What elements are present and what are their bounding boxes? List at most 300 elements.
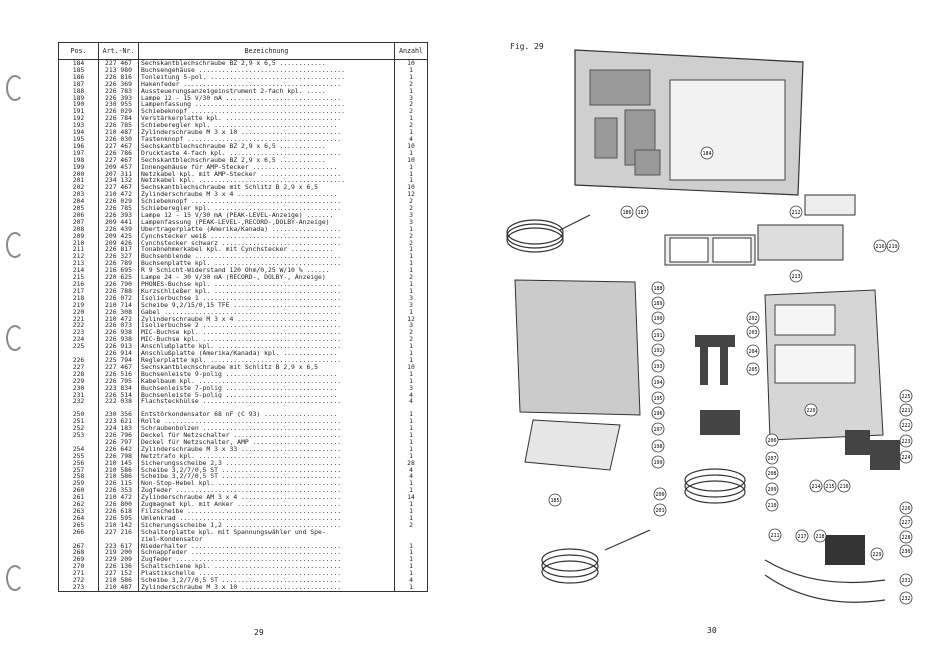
cell-art-nr: 209 441 [99, 219, 139, 226]
page-number-right: 30 [707, 626, 717, 635]
cell-quantity: 1 [395, 508, 428, 515]
cell-art-nr: 226 353 [99, 487, 139, 494]
cell-art-nr: 226 439 [99, 226, 139, 233]
cell-description: MIC-Buchse kpl. .................................... [139, 329, 395, 336]
cell-art-nr: 226 393 [99, 95, 139, 102]
parts-row [59, 522, 428, 529]
cell-quantity: 14 [395, 494, 428, 501]
cell-art-nr: 210 487 [99, 129, 139, 136]
cell-art-nr: 230 955 [99, 101, 139, 108]
cell-art-nr: 234 132 [99, 177, 139, 184]
cell-description: Deckel für Netzschalter ............................ [139, 432, 395, 439]
callout-label: 229 [872, 552, 882, 558]
cell-art-nr: 210 472 [99, 191, 139, 198]
parts-row [59, 226, 428, 233]
callout-label: 199 [653, 460, 663, 466]
cell-art-nr: 226 308 [99, 309, 139, 316]
parts-row [59, 184, 428, 191]
cell-quantity: 4 [395, 392, 428, 399]
cell-art-nr: 226 115 [99, 480, 139, 487]
header-quantity: Anzahl [395, 43, 428, 60]
cell-description: Zugmagnet kpl. mit Anker ........................... [139, 501, 395, 508]
parts-row [59, 240, 428, 247]
parts-row [59, 385, 428, 392]
cell-description: Übertragerplatte (Amerika/Kanada) .................. [139, 226, 395, 233]
callout-label: 186 [622, 210, 632, 216]
cell-description: Niederhalter ....................................... [139, 543, 395, 550]
cell-quantity: 12 [395, 191, 428, 198]
cell-quantity: 2 [395, 81, 428, 88]
callout-label: 207 [767, 456, 777, 462]
cell-pos: 213 [59, 260, 99, 267]
cell-art-nr: 227 467 [99, 143, 139, 150]
cell-pos: 262 [59, 501, 99, 508]
exploded-view-drawing [475, 0, 950, 672]
parts-row [59, 508, 428, 515]
parts-row [59, 570, 428, 577]
parts-row [59, 281, 428, 288]
parts-row [59, 549, 428, 556]
cell-pos: 225 [59, 343, 99, 350]
cell-description: Tonleitung 5-pol. ................................... [139, 74, 395, 81]
parts-row [59, 253, 428, 260]
cell-description: MIC-Buchse kpl. .................................... [139, 336, 395, 343]
cell-quantity: 1 [395, 357, 428, 364]
cell-description: Kurzschließer kpl. ................................. [139, 288, 395, 295]
cell-art-nr: 227 216 [99, 529, 139, 536]
cell-art-nr: 226 796 [99, 432, 139, 439]
cell-description: Netztrafo kpl. ..................................... [139, 453, 395, 460]
callout-label: 190 [653, 316, 663, 322]
cell-description: Schiebeknopf ........................................ [139, 108, 395, 115]
parts-row [59, 418, 428, 425]
cell-quantity: 2 [395, 274, 428, 281]
cell-description: Innengehäuse für AMP-Stecker ...................... [139, 164, 395, 171]
cell-pos: 217 [59, 288, 99, 295]
callout-label: 226 [901, 506, 911, 512]
cell-description: Sechskantblechschraube mit Schlitz B 2,9 x 6,5 [139, 364, 395, 371]
cell-art-nr: 227 467 [99, 364, 139, 371]
parts-row [59, 322, 428, 329]
cell-description: Zylinderschraube M 3 x 4 .......................... [139, 191, 395, 198]
parts-row [59, 392, 428, 399]
cell-quantity: 3 [395, 95, 428, 102]
cell-description: Sechskantblechschraube BZ 2,9 x 6,5 ............ [139, 157, 395, 164]
callout-label: 205 [748, 367, 758, 373]
cell-quantity: 1 [395, 260, 428, 267]
cell-quantity: 1 [395, 556, 428, 563]
cell-quantity: 1 [395, 584, 428, 591]
cell-art-nr: 226 800 [99, 501, 139, 508]
cell-description: Lampe 24 - 30 V/30 mA (RECORD-, DOLBY-, Anzeige) [139, 274, 395, 281]
parts-row [59, 316, 428, 323]
parts-row [59, 536, 428, 543]
cell-pos [59, 350, 99, 357]
cell-art-nr: 226 795 [99, 378, 139, 385]
parts-row [59, 494, 428, 501]
cell-description: Anschlußplatte kpl. ................................ [139, 343, 395, 350]
callout-label: 208 [767, 471, 777, 477]
cell-quantity: 4 [395, 577, 428, 584]
parts-row [59, 150, 428, 157]
cell-art-nr: 213 980 [99, 67, 139, 74]
parts-row [59, 246, 428, 253]
callout-label: 201 [655, 508, 665, 514]
cell-description: ziel-Kondensator [139, 536, 395, 543]
parts-row [59, 467, 428, 474]
cell-quantity: 2 [395, 122, 428, 129]
callout-label: 194 [653, 380, 663, 386]
cell-description: Scheibe 3,2/7/0,5 ST ............................... [139, 467, 395, 474]
callout-label: 200 [655, 492, 665, 498]
parts-row [59, 543, 428, 550]
cell-pos [59, 439, 99, 446]
cell-art-nr: 226 797 [99, 439, 139, 446]
board-cutout-2 [775, 345, 855, 383]
cell-pos: 218 [59, 295, 99, 302]
cell-description: Entstörkondensator 68 nF (C 93) ................... [139, 411, 395, 418]
cell-pos: 267 [59, 543, 99, 550]
parts-row [59, 288, 428, 295]
cell-pos: 207 [59, 219, 99, 226]
cell-pos: 263 [59, 508, 99, 515]
cell-description: Zugfeder ........................................... [139, 556, 395, 563]
cell-quantity: 1 [395, 164, 428, 171]
cell-quantity: 2 [395, 240, 428, 247]
callout-label: 193 [653, 364, 663, 370]
callout-label: 202 [748, 316, 758, 322]
cell-quantity: 1 [395, 453, 428, 460]
parts-row [59, 143, 428, 150]
callout-label: 195 [653, 396, 663, 402]
cell-description: Buchsenblende ...................................... [139, 253, 395, 260]
cell-art-nr: 226 790 [99, 281, 139, 288]
cell-description: Netzkabel kpl. ...................................... [139, 177, 395, 184]
cell-pos: 210 [59, 240, 99, 247]
cell-art-nr: 210 586 [99, 473, 139, 480]
callout-label: 216 [875, 244, 885, 250]
cell-quantity: 1 [395, 549, 428, 556]
parts-row [59, 309, 428, 316]
cell-pos: 184 [59, 60, 99, 67]
transformer [825, 535, 865, 565]
parts-row [59, 74, 428, 81]
cell-pos: 254 [59, 446, 99, 453]
callout-label: 204 [748, 349, 758, 355]
cell-description: Tonabnehmerkabel kpl. mit Cynchstecker ........... [139, 246, 395, 253]
cell-quantity: 1 [395, 177, 428, 184]
cell-art-nr: 226 913 [99, 343, 139, 350]
socket-cover [805, 195, 855, 215]
cell-description: PHONES-Buchse kpl. ................................. [139, 281, 395, 288]
callout-label: 197 [653, 427, 663, 433]
callout-label: 203 [748, 330, 758, 336]
punch-hole [6, 232, 24, 258]
cell-quantity: 1 [395, 150, 428, 157]
parts-row [59, 563, 428, 570]
cell-art-nr: 227 467 [99, 184, 139, 191]
cell-art-nr: 226 789 [99, 260, 139, 267]
cell-art-nr: 227 152 [99, 570, 139, 577]
parts-row [59, 164, 428, 171]
cell-art-nr: 226 785 [99, 205, 139, 212]
punch-hole [6, 565, 24, 591]
cell-quantity: 1 [395, 171, 428, 178]
cell-art-nr: 220 625 [99, 274, 139, 281]
parts-row [59, 343, 428, 350]
cell-description: Deckel für Netzschalter, AMP ....................... [139, 439, 395, 446]
cell-art-nr: 226 816 [99, 74, 139, 81]
cell-pos: 269 [59, 556, 99, 563]
cell-art-nr: 227 467 [99, 157, 139, 164]
cell-art-nr: 227 467 [99, 60, 139, 67]
parts-row [59, 398, 428, 405]
cell-art-nr: 226 817 [99, 246, 139, 253]
callout-label: 189 [653, 301, 663, 307]
cell-description: Rolle .............................................. [139, 418, 395, 425]
cell-pos: 200 [59, 171, 99, 178]
cell-quantity: 2 [395, 205, 428, 212]
cell-description: Cynchstecker schwarz ............................... [139, 240, 395, 247]
cell-art-nr: 226 072 [99, 295, 139, 302]
cell-art-nr: 210 472 [99, 316, 139, 323]
cell-pos: 192 [59, 115, 99, 122]
cell-quantity: 1 [395, 288, 428, 295]
cell-quantity: 1 [395, 563, 428, 570]
cell-art-nr: 209 426 [99, 240, 139, 247]
cell-description: Drucktaste 4-fach kpl. ............................. [139, 150, 395, 157]
cell-art-nr: 226 642 [99, 446, 139, 453]
cell-description: Lampe 12 - 15 V/30 mA (PEAK-LEVEL-Anzeige) ....... [139, 212, 395, 219]
punch-hole [6, 75, 24, 101]
cell-pos: 189 [59, 95, 99, 102]
parts-row [59, 115, 428, 122]
cell-art-nr: 223 834 [99, 385, 139, 392]
cell-pos: 265 [59, 522, 99, 529]
cell-art-nr: 226 798 [99, 453, 139, 460]
parts-row [59, 439, 428, 446]
cell-pos: 223 [59, 329, 99, 336]
cell-description: Isolierbuchse 1 .................................... [139, 295, 395, 302]
cell-quantity: 1 [395, 74, 428, 81]
cell-art-nr: 223 621 [99, 418, 139, 425]
cell-pos: 209 [59, 233, 99, 240]
parts-row [59, 191, 428, 198]
cell-pos: 261 [59, 494, 99, 501]
cell-description: Sechskantblechschraube BZ 2,9 x 6,5 ............ [139, 60, 395, 67]
cell-description: Schaltschiene kpl. ................................. [139, 563, 395, 570]
parts-row [59, 295, 428, 302]
cell-description: Scheibe 3,2/7/0,5 ST ............................... [139, 473, 395, 480]
cell-description: Buchsengehäuse ...................................... [139, 67, 395, 74]
parts-row [59, 364, 428, 371]
cell-description: Sicherungsscheibe 1,2 .............................. [139, 522, 395, 529]
cell-pos: 199 [59, 164, 99, 171]
cell-pos: 273 [59, 584, 99, 591]
cell-art-nr: 226 788 [99, 288, 139, 295]
cell-quantity: 1 [395, 267, 428, 274]
cell-pos: 230 [59, 385, 99, 392]
parts-row [59, 577, 428, 584]
cell-art-nr: 226 785 [99, 122, 139, 129]
cell-pos: 255 [59, 453, 99, 460]
cell-quantity: 4 [395, 398, 428, 405]
parts-row [59, 357, 428, 364]
cell-art-nr: 224 183 [99, 425, 139, 432]
cell-pos: 270 [59, 563, 99, 570]
cell-quantity: 1 [395, 281, 428, 288]
cell-pos: 266 [59, 529, 99, 536]
cell-art-nr: 226 327 [99, 253, 139, 260]
cell-description: Scheibe 9,2/15/0,15 TFE ............................ [139, 302, 395, 309]
parts-row [59, 371, 428, 378]
coiled-cable [507, 215, 590, 252]
callout-label: 196 [653, 411, 663, 417]
callout-label: 225 [901, 394, 911, 400]
chassis-cutout [670, 80, 785, 180]
cell-pos: 187 [59, 81, 99, 88]
cell-description: Lampenfassung (PEAK-LEVEL-,RECORD-,DOLBY-Anzeige) [139, 219, 395, 226]
cell-pos: 257 [59, 467, 99, 474]
cell-quantity: 1 [395, 446, 428, 453]
cell-quantity: 1 [395, 246, 428, 253]
callout-label: 217 [797, 534, 807, 540]
callout-label: 214 [811, 484, 821, 490]
cell-description: Sicherungsscheibe 2,3 .............................. [139, 460, 395, 467]
parts-row [59, 411, 428, 418]
parts-row [59, 473, 428, 480]
cell-quantity: 3 [395, 295, 428, 302]
cell-description: Flachsteckhülse .................................... [139, 398, 395, 405]
cell-description: Sechskantblechschraube BZ 2,9 x 6,5 ............ [139, 143, 395, 150]
cell-quantity [395, 529, 428, 536]
callout-label: 230 [901, 549, 911, 555]
callout-label: 224 [901, 455, 911, 461]
cell-art-nr: 226 514 [99, 392, 139, 399]
header-pos: Pos. [59, 43, 99, 60]
parts-row [59, 205, 428, 212]
cell-description: Buchsenleiste 9-polig ............................. [139, 371, 395, 378]
parts-row [59, 529, 428, 536]
cell-pos: 216 [59, 281, 99, 288]
cell-pos: 220 [59, 309, 99, 316]
cell-quantity: 1 [395, 129, 428, 136]
callout-label: 227 [901, 520, 911, 526]
right-page [475, 0, 950, 672]
cell-quantity: 10 [395, 60, 428, 67]
cell-pos: 268 [59, 549, 99, 556]
cell-pos: 256 [59, 460, 99, 467]
parts-row [59, 501, 428, 508]
cell-pos: 258 [59, 473, 99, 480]
cell-description: Scheibe 3,2/7/0,5 ST ............................... [139, 577, 395, 584]
cell-description: Anschlußplatte (Amerika/Kanada) kpl. .............. [139, 350, 395, 357]
cell-description: Zylinderschraube M 3 x 4 .......................... [139, 316, 395, 323]
punch-hole [6, 325, 24, 351]
cell-art-nr: 210 142 [99, 522, 139, 529]
cell-pos: 208 [59, 226, 99, 233]
cell-quantity: 1 [395, 371, 428, 378]
parts-row [59, 67, 428, 74]
parts-row [59, 584, 428, 591]
cell-description: Schalterplatte kpl. mit Spannungswähler und Spe- [139, 529, 395, 536]
cell-pos: 215 [59, 274, 99, 281]
cell-quantity: 10 [395, 364, 428, 371]
cell-art-nr: 210 487 [99, 584, 139, 591]
callout-label: 209 [767, 487, 777, 493]
parts-row [59, 233, 428, 240]
callout-label: 212 [791, 210, 801, 216]
cell-pos: 227 [59, 364, 99, 371]
callout-label: 213 [791, 274, 801, 280]
parts-row [59, 446, 428, 453]
cell-quantity: 1 [395, 67, 428, 74]
cell-quantity: 10 [395, 157, 428, 164]
cell-pos: 260 [59, 487, 99, 494]
cell-art-nr: 210 586 [99, 577, 139, 584]
parts-row [59, 122, 428, 129]
parts-row [59, 101, 428, 108]
cell-description: Netzkabel kpl. mit AMP-Stecker ..................... [139, 171, 395, 178]
cell-description: Filzscheibe ........................................ [139, 508, 395, 515]
callout-label: 191 [653, 333, 663, 339]
cell-art-nr [99, 536, 139, 543]
cell-description: Buchsenleiste 5-polig ............................. [139, 392, 395, 399]
cell-quantity: 3 [395, 322, 428, 329]
cell-art-nr: 226 136 [99, 563, 139, 570]
parts-row [59, 177, 428, 184]
callout-label: 228 [901, 535, 911, 541]
cell-quantity: 1 [395, 515, 428, 522]
cell-quantity: 4 [395, 136, 428, 143]
cell-quantity: 1 [395, 350, 428, 357]
cell-description: Isolierbuchse 2 .................................... [139, 322, 395, 329]
cell-pos: 198 [59, 157, 99, 164]
cell-quantity: 2 [395, 198, 428, 205]
cell-quantity: 10 [395, 184, 428, 191]
cell-quantity: 1 [395, 487, 428, 494]
cell-quantity: 1 [395, 343, 428, 350]
cell-art-nr: 226 914 [99, 350, 139, 357]
cell-pos: 205 [59, 205, 99, 212]
cell-description: Verstärkerplatte kpl. .............................. [139, 115, 395, 122]
cell-pos: 214 [59, 267, 99, 274]
cell-description: Schiebeknopf ....................................... [139, 198, 395, 205]
cell-pos: 229 [59, 378, 99, 385]
cell-art-nr: 207 311 [99, 171, 139, 178]
parts-row [59, 556, 428, 563]
parts-row [59, 460, 428, 467]
header-description: Bezeichnung [139, 43, 395, 60]
cell-art-nr: 225 794 [99, 357, 139, 364]
cell-art-nr: 219 200 [99, 549, 139, 556]
cell-quantity [395, 536, 428, 543]
cell-art-nr: 216 695 [99, 267, 139, 274]
callout-label: 218 [815, 534, 825, 540]
cell-art-nr: 210 714 [99, 302, 139, 309]
cell-art-nr: 226 029 [99, 198, 139, 205]
cell-pos: 195 [59, 136, 99, 143]
parts-row [59, 302, 428, 309]
level-meter-assembly [665, 235, 755, 265]
parts-list-table [58, 42, 428, 592]
cell-art-nr: 226 786 [99, 150, 139, 157]
cell-pos: 201 [59, 177, 99, 184]
cell-description: Zylinderschraube M 3 x 10 .......................... [139, 129, 395, 136]
cell-pos: 219 [59, 302, 99, 309]
parts-row [59, 487, 428, 494]
cell-art-nr: 210 586 [99, 467, 139, 474]
